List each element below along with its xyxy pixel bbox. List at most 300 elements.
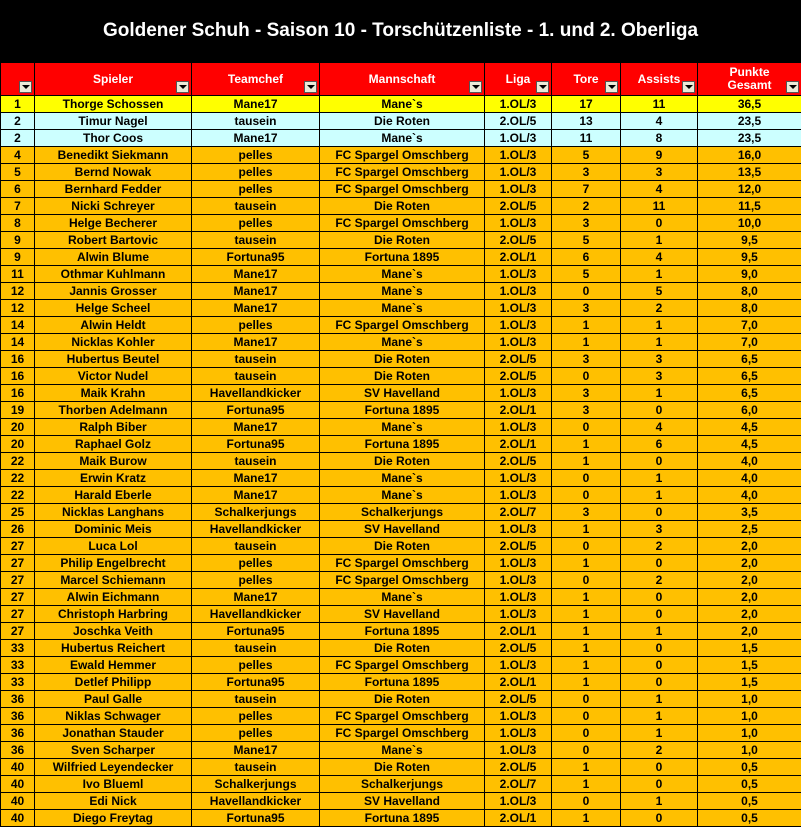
cell-teamchef[interactable]: pelles (192, 555, 320, 572)
cell-mannschaft[interactable]: Die Roten (320, 691, 485, 708)
cell-spieler[interactable]: Jannis Grosser (35, 283, 192, 300)
cell-liga[interactable]: 1.OL/3 (485, 96, 552, 113)
cell-mannschaft[interactable]: SV Havelland (320, 521, 485, 538)
cell-rank[interactable]: 36 (1, 708, 35, 725)
cell-rank[interactable]: 14 (1, 334, 35, 351)
cell-punkte[interactable]: 2,0 (698, 538, 801, 555)
cell-mannschaft[interactable]: Mane`s (320, 470, 485, 487)
cell-mannschaft[interactable]: Die Roten (320, 453, 485, 470)
cell-mannschaft[interactable]: Fortuna 1895 (320, 436, 485, 453)
filter-dropdown-icon[interactable] (536, 81, 549, 93)
cell-mannschaft[interactable]: Mane`s (320, 266, 485, 283)
cell-teamchef[interactable]: tausein (192, 113, 320, 130)
cell-teamchef[interactable]: Fortuna95 (192, 249, 320, 266)
cell-mannschaft[interactable]: Die Roten (320, 368, 485, 385)
cell-tore[interactable]: 1 (552, 810, 621, 827)
cell-assists[interactable]: 0 (621, 453, 698, 470)
cell-teamchef[interactable]: pelles (192, 725, 320, 742)
cell-tore[interactable]: 1 (552, 555, 621, 572)
cell-tore[interactable]: 0 (552, 470, 621, 487)
cell-punkte[interactable]: 8,0 (698, 300, 801, 317)
cell-assists[interactable]: 0 (621, 589, 698, 606)
cell-assists[interactable]: 0 (621, 215, 698, 232)
cell-tore[interactable]: 5 (552, 147, 621, 164)
cell-liga[interactable]: 2.OL/1 (485, 436, 552, 453)
cell-liga[interactable]: 2.OL/1 (485, 402, 552, 419)
cell-teamchef[interactable]: tausein (192, 198, 320, 215)
cell-punkte[interactable]: 1,5 (698, 640, 801, 657)
cell-liga[interactable]: 2.OL/5 (485, 691, 552, 708)
cell-rank[interactable]: 16 (1, 368, 35, 385)
cell-spieler[interactable]: Victor Nudel (35, 368, 192, 385)
cell-liga[interactable]: 1.OL/3 (485, 521, 552, 538)
cell-tore[interactable]: 2 (552, 198, 621, 215)
cell-rank[interactable]: 12 (1, 300, 35, 317)
cell-liga[interactable]: 2.OL/5 (485, 351, 552, 368)
cell-teamchef[interactable]: Havellandkicker (192, 521, 320, 538)
cell-spieler[interactable]: Jonathan Stauder (35, 725, 192, 742)
cell-rank[interactable]: 11 (1, 266, 35, 283)
cell-tore[interactable]: 1 (552, 674, 621, 691)
cell-teamchef[interactable]: Mane17 (192, 266, 320, 283)
cell-tore[interactable]: 0 (552, 691, 621, 708)
cell-assists[interactable]: 2 (621, 742, 698, 759)
cell-spieler[interactable]: Sven Scharper (35, 742, 192, 759)
cell-spieler[interactable]: Christoph Harbring (35, 606, 192, 623)
cell-rank[interactable]: 22 (1, 470, 35, 487)
cell-punkte[interactable]: 7,0 (698, 317, 801, 334)
cell-tore[interactable]: 5 (552, 232, 621, 249)
cell-punkte[interactable]: 23,5 (698, 113, 801, 130)
cell-liga[interactable]: 2.OL/5 (485, 640, 552, 657)
cell-mannschaft[interactable]: Fortuna 1895 (320, 810, 485, 827)
cell-rank[interactable]: 33 (1, 657, 35, 674)
cell-liga[interactable]: 2.OL/1 (485, 674, 552, 691)
cell-teamchef[interactable]: tausein (192, 368, 320, 385)
cell-mannschaft[interactable]: FC Spargel Omschberg (320, 555, 485, 572)
cell-rank[interactable]: 27 (1, 606, 35, 623)
cell-spieler[interactable]: Niklas Schwager (35, 708, 192, 725)
filter-dropdown-icon[interactable] (605, 81, 618, 93)
cell-liga[interactable]: 1.OL/3 (485, 334, 552, 351)
cell-tore[interactable]: 0 (552, 419, 621, 436)
cell-assists[interactable]: 8 (621, 130, 698, 147)
cell-tore[interactable]: 1 (552, 759, 621, 776)
cell-mannschaft[interactable]: Mane`s (320, 742, 485, 759)
cell-liga[interactable]: 1.OL/3 (485, 657, 552, 674)
cell-teamchef[interactable]: Fortuna95 (192, 810, 320, 827)
cell-teamchef[interactable]: pelles (192, 317, 320, 334)
cell-assists[interactable]: 0 (621, 606, 698, 623)
cell-teamchef[interactable]: Schalkerjungs (192, 776, 320, 793)
cell-spieler[interactable]: Marcel Schiemann (35, 572, 192, 589)
cell-rank[interactable]: 33 (1, 674, 35, 691)
cell-liga[interactable]: 1.OL/3 (485, 470, 552, 487)
cell-mannschaft[interactable]: Schalkerjungs (320, 504, 485, 521)
cell-mannschaft[interactable]: Die Roten (320, 759, 485, 776)
cell-liga[interactable]: 1.OL/3 (485, 300, 552, 317)
cell-teamchef[interactable]: Fortuna95 (192, 402, 320, 419)
cell-mannschaft[interactable]: Mane`s (320, 419, 485, 436)
cell-spieler[interactable]: Paul Galle (35, 691, 192, 708)
cell-liga[interactable]: 1.OL/3 (485, 147, 552, 164)
cell-tore[interactable]: 0 (552, 793, 621, 810)
cell-liga[interactable]: 1.OL/3 (485, 793, 552, 810)
cell-spieler[interactable]: Timur Nagel (35, 113, 192, 130)
cell-tore[interactable]: 0 (552, 742, 621, 759)
cell-teamchef[interactable]: Mane17 (192, 742, 320, 759)
cell-tore[interactable]: 0 (552, 283, 621, 300)
cell-spieler[interactable]: Thor Coos (35, 130, 192, 147)
cell-tore[interactable]: 3 (552, 215, 621, 232)
cell-punkte[interactable]: 9,5 (698, 249, 801, 266)
cell-mannschaft[interactable]: Die Roten (320, 113, 485, 130)
cell-tore[interactable]: 0 (552, 572, 621, 589)
cell-assists[interactable]: 0 (621, 674, 698, 691)
cell-liga[interactable]: 1.OL/3 (485, 742, 552, 759)
cell-spieler[interactable]: Nicklas Kohler (35, 334, 192, 351)
cell-tore[interactable]: 7 (552, 181, 621, 198)
cell-liga[interactable]: 1.OL/3 (485, 130, 552, 147)
cell-liga[interactable]: 1.OL/3 (485, 487, 552, 504)
cell-mannschaft[interactable]: Die Roten (320, 351, 485, 368)
cell-liga[interactable]: 2.OL/7 (485, 504, 552, 521)
cell-rank[interactable]: 40 (1, 759, 35, 776)
cell-rank[interactable]: 1 (1, 96, 35, 113)
cell-teamchef[interactable]: Havellandkicker (192, 606, 320, 623)
cell-mannschaft[interactable]: SV Havelland (320, 793, 485, 810)
cell-punkte[interactable]: 0,5 (698, 776, 801, 793)
cell-tore[interactable]: 0 (552, 487, 621, 504)
cell-punkte[interactable]: 6,0 (698, 402, 801, 419)
cell-mannschaft[interactable]: FC Spargel Omschberg (320, 708, 485, 725)
cell-liga[interactable]: 1.OL/3 (485, 708, 552, 725)
cell-liga[interactable]: 1.OL/3 (485, 164, 552, 181)
cell-rank[interactable]: 36 (1, 691, 35, 708)
cell-tore[interactable]: 3 (552, 164, 621, 181)
cell-tore[interactable]: 3 (552, 402, 621, 419)
cell-tore[interactable]: 1 (552, 776, 621, 793)
cell-rank[interactable]: 14 (1, 317, 35, 334)
cell-tore[interactable]: 0 (552, 538, 621, 555)
cell-spieler[interactable]: Wilfried Leyendecker (35, 759, 192, 776)
cell-mannschaft[interactable]: Fortuna 1895 (320, 402, 485, 419)
cell-liga[interactable]: 1.OL/3 (485, 317, 552, 334)
cell-punkte[interactable]: 9,5 (698, 232, 801, 249)
cell-punkte[interactable]: 2,5 (698, 521, 801, 538)
cell-punkte[interactable]: 0,5 (698, 793, 801, 810)
cell-tore[interactable]: 1 (552, 521, 621, 538)
cell-mannschaft[interactable]: Mane`s (320, 334, 485, 351)
cell-tore[interactable]: 1 (552, 453, 621, 470)
cell-assists[interactable]: 4 (621, 419, 698, 436)
cell-liga[interactable]: 2.OL/5 (485, 198, 552, 215)
cell-liga[interactable]: 1.OL/3 (485, 589, 552, 606)
cell-teamchef[interactable]: pelles (192, 164, 320, 181)
cell-rank[interactable]: 22 (1, 453, 35, 470)
cell-mannschaft[interactable]: FC Spargel Omschberg (320, 725, 485, 742)
cell-spieler[interactable]: Alwin Eichmann (35, 589, 192, 606)
cell-assists[interactable]: 1 (621, 334, 698, 351)
cell-spieler[interactable]: Hubertus Beutel (35, 351, 192, 368)
filter-dropdown-icon[interactable] (469, 81, 482, 93)
cell-spieler[interactable]: Ivo Blueml (35, 776, 192, 793)
cell-spieler[interactable]: Othmar Kuhlmann (35, 266, 192, 283)
cell-assists[interactable]: 2 (621, 300, 698, 317)
cell-tore[interactable]: 3 (552, 504, 621, 521)
cell-punkte[interactable]: 11,5 (698, 198, 801, 215)
cell-liga[interactable]: 2.OL/1 (485, 623, 552, 640)
cell-liga[interactable]: 1.OL/3 (485, 385, 552, 402)
cell-liga[interactable]: 2.OL/5 (485, 232, 552, 249)
cell-liga[interactable]: 2.OL/5 (485, 759, 552, 776)
cell-tore[interactable]: 1 (552, 436, 621, 453)
cell-rank[interactable]: 9 (1, 249, 35, 266)
cell-rank[interactable]: 26 (1, 521, 35, 538)
cell-teamchef[interactable]: tausein (192, 232, 320, 249)
cell-spieler[interactable]: Philip Engelbrecht (35, 555, 192, 572)
cell-teamchef[interactable]: Fortuna95 (192, 623, 320, 640)
cell-punkte[interactable]: 13,5 (698, 164, 801, 181)
cell-rank[interactable]: 40 (1, 776, 35, 793)
cell-assists[interactable]: 1 (621, 385, 698, 402)
cell-tore[interactable]: 1 (552, 317, 621, 334)
cell-assists[interactable]: 1 (621, 266, 698, 283)
cell-spieler[interactable]: Bernd Nowak (35, 164, 192, 181)
cell-rank[interactable]: 27 (1, 555, 35, 572)
cell-assists[interactable]: 0 (621, 555, 698, 572)
cell-tore[interactable]: 1 (552, 640, 621, 657)
cell-punkte[interactable]: 36,5 (698, 96, 801, 113)
cell-liga[interactable]: 2.OL/5 (485, 368, 552, 385)
cell-liga[interactable]: 1.OL/3 (485, 215, 552, 232)
cell-teamchef[interactable]: pelles (192, 572, 320, 589)
cell-mannschaft[interactable]: Fortuna 1895 (320, 249, 485, 266)
cell-spieler[interactable]: Ralph Biber (35, 419, 192, 436)
cell-spieler[interactable]: Nicki Schreyer (35, 198, 192, 215)
cell-liga[interactable]: 1.OL/3 (485, 266, 552, 283)
cell-assists[interactable]: 0 (621, 640, 698, 657)
cell-punkte[interactable]: 23,5 (698, 130, 801, 147)
cell-tore[interactable]: 3 (552, 385, 621, 402)
cell-assists[interactable]: 3 (621, 164, 698, 181)
cell-spieler[interactable]: Maik Burow (35, 453, 192, 470)
cell-assists[interactable]: 0 (621, 402, 698, 419)
cell-punkte[interactable]: 16,0 (698, 147, 801, 164)
cell-punkte[interactable]: 0,5 (698, 810, 801, 827)
cell-assists[interactable]: 3 (621, 521, 698, 538)
cell-mannschaft[interactable]: Die Roten (320, 538, 485, 555)
cell-rank[interactable]: 20 (1, 436, 35, 453)
cell-tore[interactable]: 3 (552, 300, 621, 317)
cell-assists[interactable]: 4 (621, 113, 698, 130)
cell-rank[interactable]: 27 (1, 538, 35, 555)
cell-teamchef[interactable]: Mane17 (192, 130, 320, 147)
cell-tore[interactable]: 1 (552, 334, 621, 351)
filter-dropdown-icon[interactable] (786, 81, 799, 93)
cell-mannschaft[interactable]: Fortuna 1895 (320, 623, 485, 640)
cell-spieler[interactable]: Alwin Blume (35, 249, 192, 266)
cell-teamchef[interactable]: tausein (192, 691, 320, 708)
cell-spieler[interactable]: Maik Krahn (35, 385, 192, 402)
cell-mannschaft[interactable]: Die Roten (320, 640, 485, 657)
cell-assists[interactable]: 0 (621, 810, 698, 827)
cell-teamchef[interactable]: Fortuna95 (192, 436, 320, 453)
cell-rank[interactable]: 4 (1, 147, 35, 164)
cell-spieler[interactable]: Raphael Golz (35, 436, 192, 453)
cell-spieler[interactable]: Erwin Kratz (35, 470, 192, 487)
cell-teamchef[interactable]: Mane17 (192, 419, 320, 436)
cell-punkte[interactable]: 4,0 (698, 453, 801, 470)
cell-teamchef[interactable]: Mane17 (192, 283, 320, 300)
cell-spieler[interactable]: Bernhard Fedder (35, 181, 192, 198)
cell-spieler[interactable]: Luca Lol (35, 538, 192, 555)
cell-spieler[interactable]: Thorben Adelmann (35, 402, 192, 419)
cell-assists[interactable]: 4 (621, 249, 698, 266)
cell-punkte[interactable]: 1,0 (698, 708, 801, 725)
cell-teamchef[interactable]: Mane17 (192, 487, 320, 504)
cell-punkte[interactable]: 8,0 (698, 283, 801, 300)
cell-rank[interactable]: 36 (1, 742, 35, 759)
cell-teamchef[interactable]: pelles (192, 708, 320, 725)
cell-liga[interactable]: 1.OL/3 (485, 725, 552, 742)
cell-liga[interactable]: 1.OL/3 (485, 572, 552, 589)
cell-assists[interactable]: 2 (621, 572, 698, 589)
cell-punkte[interactable]: 2,0 (698, 589, 801, 606)
filter-dropdown-icon[interactable] (304, 81, 317, 93)
cell-tore[interactable]: 6 (552, 249, 621, 266)
cell-liga[interactable]: 2.OL/5 (485, 453, 552, 470)
cell-teamchef[interactable]: tausein (192, 453, 320, 470)
cell-teamchef[interactable]: Mane17 (192, 589, 320, 606)
cell-punkte[interactable]: 6,5 (698, 351, 801, 368)
cell-teamchef[interactable]: tausein (192, 538, 320, 555)
cell-rank[interactable]: 33 (1, 640, 35, 657)
cell-tore[interactable]: 5 (552, 266, 621, 283)
cell-mannschaft[interactable]: Mane`s (320, 487, 485, 504)
cell-spieler[interactable]: Robert Bartovic (35, 232, 192, 249)
cell-rank[interactable]: 27 (1, 623, 35, 640)
cell-liga[interactable]: 1.OL/3 (485, 283, 552, 300)
cell-spieler[interactable]: Joschka Veith (35, 623, 192, 640)
cell-teamchef[interactable]: Mane17 (192, 470, 320, 487)
cell-liga[interactable]: 2.OL/1 (485, 249, 552, 266)
cell-teamchef[interactable]: Havellandkicker (192, 385, 320, 402)
cell-tore[interactable]: 3 (552, 351, 621, 368)
cell-teamchef[interactable]: pelles (192, 147, 320, 164)
cell-mannschaft[interactable]: Mane`s (320, 283, 485, 300)
cell-punkte[interactable]: 4,0 (698, 470, 801, 487)
cell-spieler[interactable]: Ewald Hemmer (35, 657, 192, 674)
cell-punkte[interactable]: 3,5 (698, 504, 801, 521)
cell-punkte[interactable]: 0,5 (698, 759, 801, 776)
cell-rank[interactable]: 40 (1, 810, 35, 827)
cell-rank[interactable]: 36 (1, 725, 35, 742)
cell-rank[interactable]: 27 (1, 572, 35, 589)
cell-assists[interactable]: 0 (621, 776, 698, 793)
cell-assists[interactable]: 2 (621, 538, 698, 555)
cell-spieler[interactable]: Harald Eberle (35, 487, 192, 504)
cell-punkte[interactable]: 2,0 (698, 555, 801, 572)
cell-tore[interactable]: 0 (552, 368, 621, 385)
cell-mannschaft[interactable]: FC Spargel Omschberg (320, 657, 485, 674)
cell-tore[interactable]: 1 (552, 623, 621, 640)
cell-punkte[interactable]: 2,0 (698, 572, 801, 589)
cell-mannschaft[interactable]: FC Spargel Omschberg (320, 317, 485, 334)
cell-rank[interactable]: 20 (1, 419, 35, 436)
cell-mannschaft[interactable]: FC Spargel Omschberg (320, 164, 485, 181)
cell-liga[interactable]: 1.OL/3 (485, 181, 552, 198)
cell-rank[interactable]: 2 (1, 130, 35, 147)
cell-spieler[interactable]: Nicklas Langhans (35, 504, 192, 521)
cell-teamchef[interactable]: Mane17 (192, 334, 320, 351)
cell-punkte[interactable]: 6,5 (698, 385, 801, 402)
filter-dropdown-icon[interactable] (682, 81, 695, 93)
cell-teamchef[interactable]: pelles (192, 181, 320, 198)
cell-assists[interactable]: 11 (621, 96, 698, 113)
cell-assists[interactable]: 1 (621, 708, 698, 725)
cell-assists[interactable]: 1 (621, 470, 698, 487)
cell-mannschaft[interactable]: Die Roten (320, 232, 485, 249)
cell-spieler[interactable]: Thorge Schossen (35, 96, 192, 113)
cell-rank[interactable]: 12 (1, 283, 35, 300)
cell-liga[interactable]: 1.OL/3 (485, 419, 552, 436)
cell-rank[interactable]: 40 (1, 793, 35, 810)
cell-mannschaft[interactable]: FC Spargel Omschberg (320, 572, 485, 589)
cell-mannschaft[interactable]: Mane`s (320, 589, 485, 606)
cell-teamchef[interactable]: tausein (192, 759, 320, 776)
cell-assists[interactable]: 3 (621, 351, 698, 368)
cell-punkte[interactable]: 1,0 (698, 725, 801, 742)
cell-rank[interactable]: 25 (1, 504, 35, 521)
cell-teamchef[interactable]: Havellandkicker (192, 793, 320, 810)
cell-assists[interactable]: 6 (621, 436, 698, 453)
filter-dropdown-icon[interactable] (19, 81, 32, 93)
cell-tore[interactable]: 1 (552, 657, 621, 674)
cell-assists[interactable]: 1 (621, 793, 698, 810)
cell-rank[interactable]: 22 (1, 487, 35, 504)
cell-assists[interactable]: 1 (621, 725, 698, 742)
cell-assists[interactable]: 11 (621, 198, 698, 215)
cell-teamchef[interactable]: tausein (192, 640, 320, 657)
cell-spieler[interactable]: Hubertus Reichert (35, 640, 192, 657)
cell-assists[interactable]: 4 (621, 181, 698, 198)
cell-rank[interactable]: 7 (1, 198, 35, 215)
cell-rank[interactable]: 19 (1, 402, 35, 419)
cell-liga[interactable]: 2.OL/7 (485, 776, 552, 793)
cell-assists[interactable]: 1 (621, 232, 698, 249)
cell-mannschaft[interactable]: Fortuna 1895 (320, 674, 485, 691)
cell-mannschaft[interactable]: SV Havelland (320, 606, 485, 623)
cell-assists[interactable]: 1 (621, 317, 698, 334)
cell-mannschaft[interactable]: FC Spargel Omschberg (320, 147, 485, 164)
cell-assists[interactable]: 1 (621, 691, 698, 708)
cell-rank[interactable]: 16 (1, 385, 35, 402)
cell-assists[interactable]: 0 (621, 657, 698, 674)
cell-punkte[interactable]: 4,5 (698, 419, 801, 436)
cell-punkte[interactable]: 2,0 (698, 623, 801, 640)
cell-liga[interactable]: 2.OL/5 (485, 113, 552, 130)
cell-teamchef[interactable]: Mane17 (192, 300, 320, 317)
cell-teamchef[interactable]: pelles (192, 657, 320, 674)
cell-tore[interactable]: 0 (552, 708, 621, 725)
cell-assists[interactable]: 3 (621, 368, 698, 385)
cell-assists[interactable]: 9 (621, 147, 698, 164)
cell-punkte[interactable]: 6,5 (698, 368, 801, 385)
cell-punkte[interactable]: 1,5 (698, 657, 801, 674)
cell-rank[interactable]: 27 (1, 589, 35, 606)
cell-mannschaft[interactable]: Mane`s (320, 96, 485, 113)
